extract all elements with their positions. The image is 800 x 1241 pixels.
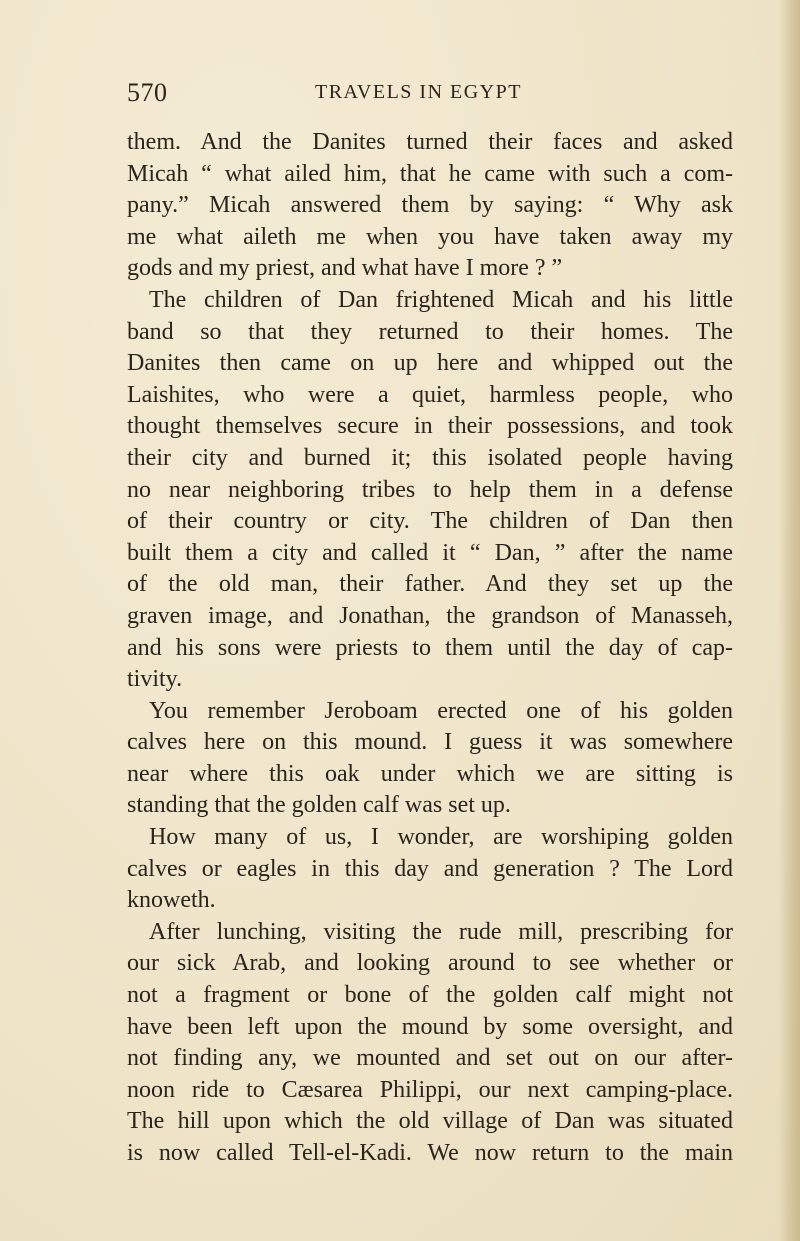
text-line: them. And the Danites turned their faces and asked (127, 129, 733, 155)
running-head: TRAVELS IN EGYPT (315, 81, 522, 103)
text-line: of their country or city. The children of Dan then (127, 508, 733, 535)
text-line: calves or eagles in this day and generation ? The Lord (127, 855, 733, 882)
text-line: of the old man, their father. And they set up the (127, 571, 733, 598)
text-line: gods and my priest, and what have I more ? ” (127, 255, 563, 282)
text-line: After lunching, visiting the rude mill, prescribing for (149, 918, 733, 945)
text-line: have been left upon the mound by some oversight, and (127, 1013, 733, 1040)
text-line: graven image, and Jonathan, the grandson of Manasseh, (127, 602, 733, 629)
text-line: knoweth. (127, 887, 216, 914)
text-line: our sick Arab, and looking around to see whether or (127, 950, 733, 977)
text-line: near where this oak under which we are sitting is (127, 760, 733, 787)
text-line: pany.” Micah answered them by saying: “ Why ask (127, 192, 733, 219)
text-line: tivity. (127, 666, 183, 693)
text-line: The hill upon which the old village of Dan was situated (127, 1108, 733, 1135)
text-line: noon ride to Cæsarea Philippi, our next camping-place. (127, 1076, 733, 1103)
text-line: built them a city and called it “ Dan, ” after the name (127, 539, 733, 566)
text-line: is now called Tell-el-Kadi. We now return to the main (127, 1140, 733, 1166)
text-line: me what aileth me when you have taken away my (127, 223, 733, 250)
text-line: not finding any, we mounted and set out on our after- (127, 1045, 733, 1072)
page-header (127, 78, 727, 108)
text-line: standing that the golden calf was set up. (127, 792, 511, 819)
page-edge-shadow (778, 0, 800, 1241)
text-line: their city and burned it; this isolated people having (127, 444, 733, 471)
text-line: You remember Jeroboam erected one of his golden (149, 697, 733, 724)
text-line: How many of us, I wonder, are worshiping golden (149, 824, 733, 851)
text-line: band so that they returned to their homes. The (127, 318, 733, 345)
text-line: thought themselves secure in their possessions, and took (127, 413, 733, 440)
body-text (127, 127, 733, 1170)
text-line: Laishites, who were a quiet, harmless people, who (127, 381, 733, 408)
text-line: no near neighboring tribes to help them in a defense (127, 476, 733, 503)
page-number: 570 (127, 78, 168, 107)
text-line: and his sons were priests to them until the day of cap- (127, 634, 733, 661)
text-line: The children of Dan frightened Micah and his little (149, 286, 733, 313)
text-line: Micah “ what ailed him, that he came with such a com- (127, 160, 733, 187)
text-line: calves here on this mound. I guess it was somewhere (127, 729, 733, 756)
text-line: Danites then came on up here and whipped out the (127, 350, 733, 377)
text-line: not a fragment or bone of the golden calf might not (127, 982, 733, 1009)
